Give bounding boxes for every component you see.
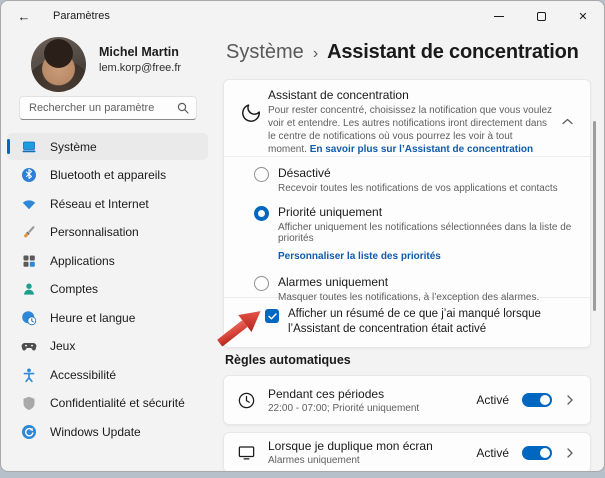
rule-label: Lorsque je duplique mon écran <box>268 439 433 453</box>
focus-assist-card <box>223 79 591 348</box>
rule-label: Pendant ces périodes <box>268 386 385 401</box>
summary-checkbox-row <box>224 297 590 348</box>
sidebar-item-accessibilite[interactable] <box>7 361 208 388</box>
red-arrow-annotation <box>212 301 272 353</box>
clock-globe-icon <box>21 310 37 326</box>
wifi-icon <box>21 196 37 212</box>
user-email: lem.korp@free.fr <box>99 62 182 74</box>
summary-checkbox-label: Afficher un résumé de ce que j’ai manqué lorsque l’Assistant de concentration était activé <box>288 308 541 335</box>
minimize-icon <box>494 16 504 17</box>
focus-assist-options <box>224 157 590 303</box>
option-description: Recevoir toutes les notifications de vos applications et contacts <box>278 183 558 194</box>
window-controls <box>478 1 604 31</box>
page-title <box>226 41 579 64</box>
focus-assist-description-text: Pour rester concentré, choisissez la notification que vous voulez voir et entendre. Les autres notifications iront directement dans le centre de notifications où vous pourrez les voir à tout moment. <box>268 105 553 155</box>
sidebar-item-label: Bluetooth et appareils <box>50 168 167 182</box>
sidebar-item-applications[interactable] <box>7 247 208 274</box>
sidebar-item-confidentialite[interactable] <box>7 390 208 417</box>
maximize-button[interactable] <box>520 1 562 31</box>
chevron-up-icon <box>562 118 573 125</box>
sidebar-nav <box>7 133 208 447</box>
sidebar-item-personnalisation[interactable] <box>7 219 208 246</box>
radio-priorite[interactable] <box>254 206 269 221</box>
user-name: Michel Martin <box>99 45 179 59</box>
option-priorite <box>254 205 580 264</box>
sidebar-item-label: Jeux <box>50 339 76 353</box>
rule-pendant-ces-periodes[interactable] <box>223 375 591 425</box>
sidebar-item-label: Heure et langue <box>50 310 136 325</box>
focus-assist-title: Assistant de concentration <box>268 88 409 102</box>
option-alarmes <box>254 275 580 303</box>
back-button[interactable]: ← <box>17 8 31 24</box>
sidebar-item-windows-update[interactable] <box>7 418 208 445</box>
breadcrumb-root[interactable]: Système <box>226 41 304 63</box>
sidebar-item-label: Comptes <box>50 282 99 296</box>
scrollbar[interactable] <box>593 121 596 311</box>
option-description: Afficher uniquement les notifications sélectionnées dans la liste de priorités <box>278 222 572 244</box>
sidebar-item-label: Confidentialité et sécurité <box>50 396 185 410</box>
close-button[interactable]: ✕ <box>578 10 588 23</box>
person-icon <box>21 281 37 297</box>
monitor-icon <box>224 443 268 462</box>
breadcrumb-separator-icon: › <box>312 45 319 62</box>
learn-more-link[interactable]: En savoir plus sur l’Assistant de concentration <box>309 144 534 155</box>
customize-priority-link[interactable]: Personnaliser la liste des priorités <box>278 251 441 262</box>
expander-toggle[interactable] <box>554 88 580 154</box>
option-description: Masquer toutes les notifications, à l’exception des alarmes. <box>278 292 540 303</box>
focus-assist-description <box>268 104 554 156</box>
focus-assist-header[interactable] <box>224 80 590 157</box>
avatar[interactable] <box>31 37 86 92</box>
sidebar-item-heure-langue[interactable] <box>7 304 208 331</box>
update-icon <box>21 424 37 440</box>
sidebar-item-comptes[interactable] <box>7 276 208 303</box>
breadcrumb-current: Assistant de concentration <box>327 41 579 63</box>
accessibility-icon <box>21 367 37 383</box>
sidebar-item-jeux[interactable] <box>7 333 208 360</box>
sidebar-item-systeme[interactable] <box>7 133 208 160</box>
brush-icon <box>21 224 37 240</box>
sidebar-item-label: Réseau et Internet <box>50 196 149 211</box>
sidebar-item-label: Système <box>50 139 97 154</box>
sidebar-item-label: Accessibilité <box>50 367 117 382</box>
shield-icon <box>21 395 37 411</box>
rule-status: Activé <box>476 393 509 407</box>
option-label: Désactivé <box>278 166 331 180</box>
rule-toggle[interactable] <box>522 393 552 407</box>
minimize-button[interactable] <box>478 1 520 31</box>
rule-subtitle: 22:00 - 07:00; Priorité uniquement <box>268 402 420 414</box>
laptop-icon <box>21 139 37 155</box>
toggle-knob <box>540 448 550 458</box>
option-desactive <box>254 166 580 194</box>
automatic-rules-title: Règles automatiques <box>225 353 351 367</box>
radio-desactive[interactable] <box>254 167 269 182</box>
chevron-right-icon <box>562 395 578 405</box>
bluetooth-icon <box>21 167 37 183</box>
search-icon <box>177 102 189 114</box>
titlebar <box>1 1 604 31</box>
gamepad-icon <box>21 338 37 354</box>
apps-icon <box>21 253 37 269</box>
radio-alarmes[interactable] <box>254 276 269 291</box>
search-input[interactable] <box>19 96 197 120</box>
option-label: Alarmes uniquement <box>278 275 389 289</box>
window-title: Paramètres <box>53 10 110 22</box>
rule-toggle[interactable] <box>522 446 552 460</box>
rule-status: Activé <box>476 445 509 460</box>
rule-subtitle: Alarmes uniquement <box>268 455 360 466</box>
chevron-right-icon <box>562 448 578 458</box>
sidebar-item-bluetooth[interactable] <box>7 162 208 189</box>
rule-duplique-ecran[interactable] <box>223 432 591 472</box>
search-box <box>19 96 197 120</box>
option-label: Priorité uniquement <box>278 205 383 219</box>
sidebar-item-label: Personnalisation <box>50 225 139 239</box>
focus-assist-text <box>268 88 554 154</box>
moon-icon <box>234 88 268 154</box>
clock-icon <box>224 391 268 410</box>
sidebar-item-label: Applications <box>50 253 115 268</box>
sidebar-item-reseau[interactable] <box>7 190 208 217</box>
sidebar-item-label: Windows Update <box>50 424 141 439</box>
toggle-knob <box>540 395 550 405</box>
maximize-icon <box>537 12 546 21</box>
